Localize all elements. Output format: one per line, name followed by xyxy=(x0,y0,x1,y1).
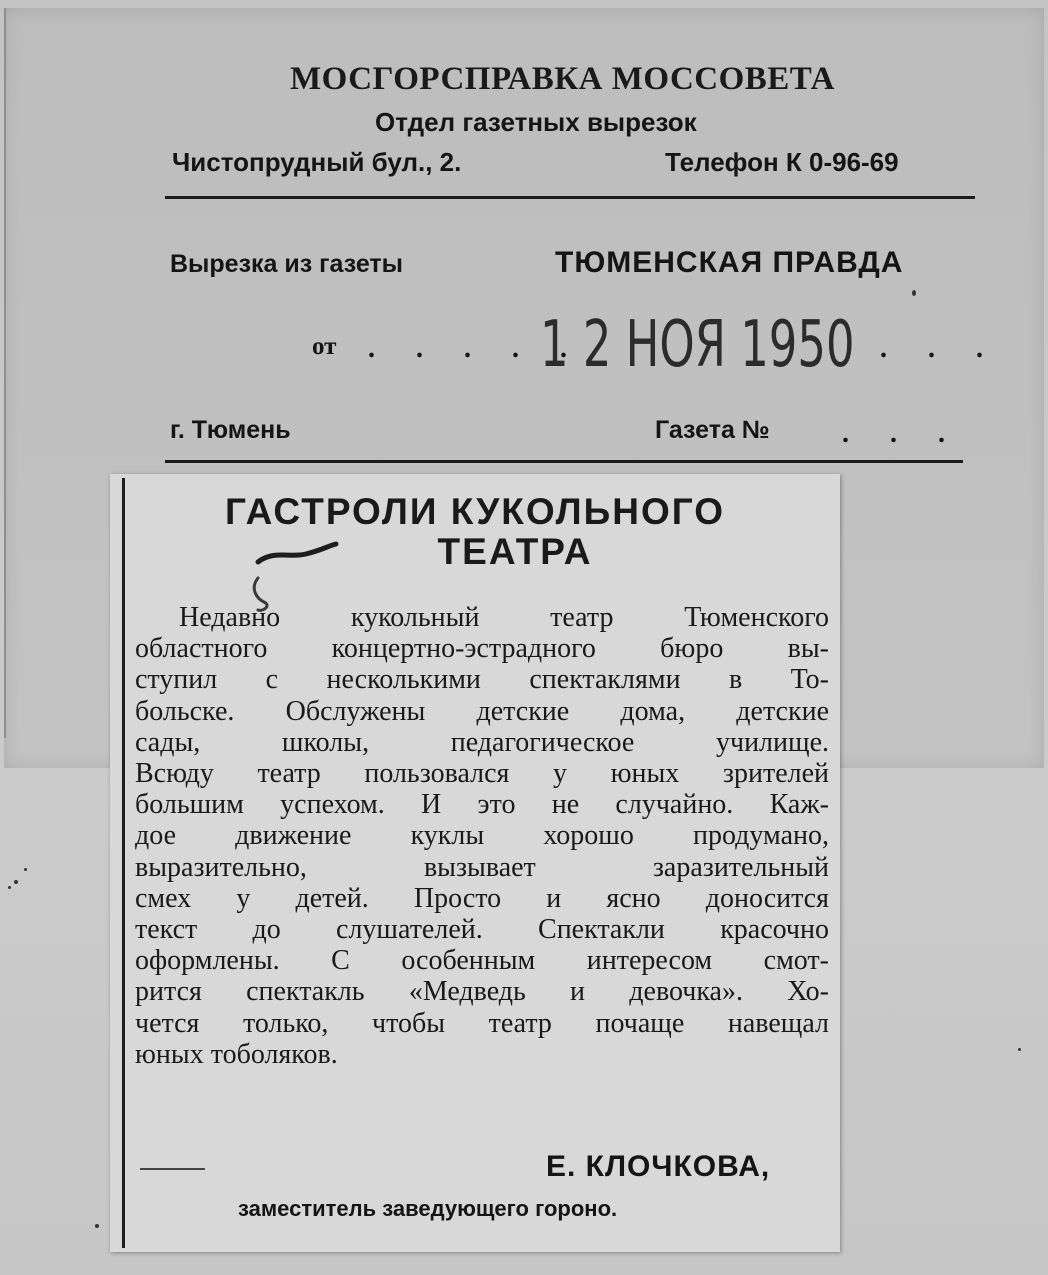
article-line: смех у детей. Просто и ясно доносится xyxy=(135,882,829,914)
date-label: от xyxy=(312,333,337,360)
article-line: юных тоболяков. xyxy=(135,1038,338,1070)
phone-number: Телефон К 0-96-69 xyxy=(665,147,899,177)
column-rule xyxy=(122,478,125,1248)
article-line: дое движение куклы хорошо продумано, xyxy=(135,820,829,852)
cutting-from-label: Вырезка из газеты xyxy=(170,250,403,278)
date-stamp: 1 2 НОЯ 1950 xyxy=(540,308,855,382)
article-line: ступил с несколькими спектаклями в То- xyxy=(135,664,829,696)
article-line: выразительно, вызывает заразительный xyxy=(135,851,829,883)
issue-number-label: Газета № xyxy=(655,416,770,444)
article-line: сады, школы, педагогическое училище. xyxy=(135,726,829,758)
article-line: большим успехом. И это не случайно. Каж- xyxy=(135,789,829,821)
article-title-line-2: ТЕАТРА xyxy=(437,531,593,572)
article-body xyxy=(135,602,829,1070)
article-line: больске. Обслужены детские дома, детские xyxy=(135,695,829,727)
author-position: заместитель заведующего гороно. xyxy=(238,1196,618,1221)
issue-number-dots: . . . xyxy=(842,418,962,449)
pencil-mark xyxy=(228,532,348,612)
article-line: областного концертно-эстрадного бюро вы- xyxy=(135,633,829,665)
form-bottom-divider xyxy=(165,460,963,463)
article-line: чется только, чтобы театр почаще навещал xyxy=(135,1007,829,1039)
newspaper-name: ТЮМЕНСКАЯ ПРАВДА xyxy=(555,246,904,279)
article-line: Всюду театр пользовался у юных зрителей xyxy=(135,758,829,790)
article-line: Недавно кукольный театр Тюменского xyxy=(179,602,829,633)
form-edge xyxy=(4,8,6,738)
article-line: оформлены. С особенным интересом смот- xyxy=(135,945,829,977)
address: Чистопрудный бул., 2. xyxy=(172,147,462,177)
signature-dash xyxy=(140,1168,205,1170)
article-title-line-1: ГАСТРОЛИ КУКОЛЬНОГО xyxy=(224,491,725,532)
article-author: Е. КЛОЧКОВА, xyxy=(546,1150,771,1183)
date-trailing-dots: . . . xyxy=(880,333,1000,364)
article-line: текст до слушателей. Спектакли красочно xyxy=(135,914,829,946)
date-leader-dots: . . . . . xyxy=(368,333,584,364)
newspaper-clipping xyxy=(110,474,840,1252)
city-label: г. Тюмень xyxy=(170,416,291,444)
department-name: Отдел газетных вырезок xyxy=(375,107,697,137)
header-divider xyxy=(165,196,975,199)
article-line: рится спектакль «Медведь и девочка». Хо- xyxy=(135,976,829,1008)
organization-name: МОСГОРСПРАВКА МОССОВЕТА xyxy=(290,61,836,97)
